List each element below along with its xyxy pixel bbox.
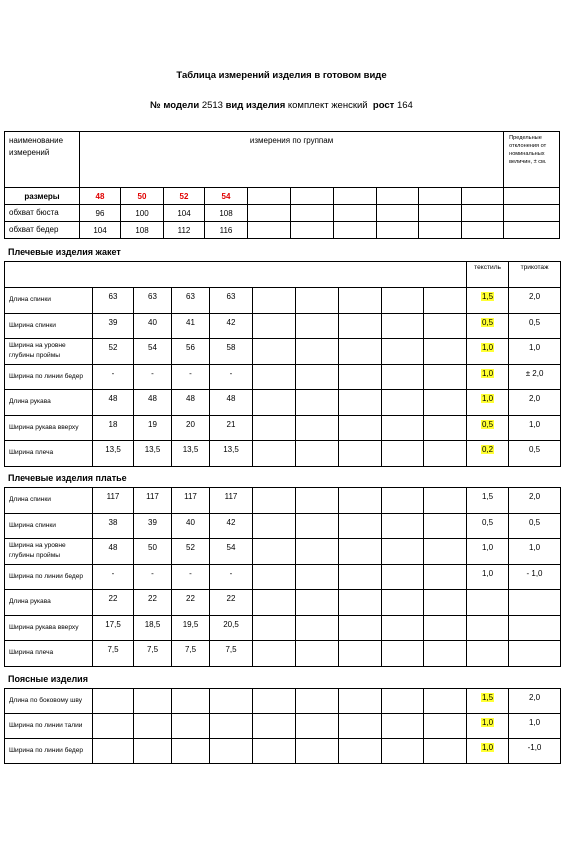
tolerance-textile-cell: [467, 313, 509, 339]
tolerance-knit-cell: -1,0: [509, 739, 561, 764]
empty-cell: [334, 205, 377, 222]
empty-cell: [253, 364, 296, 390]
empty-cell: [339, 313, 382, 339]
tolerance-knit-cell: 2,0: [509, 488, 561, 514]
table-row: [5, 488, 561, 514]
empty-cell: [339, 615, 382, 641]
tolerance-textile-cell: [467, 564, 509, 590]
tolerance-textile-cell: [467, 513, 509, 539]
size-cell: 52: [164, 188, 205, 205]
tolerance-textile-value: 1,5: [481, 492, 494, 501]
value-cell: 63: [134, 288, 172, 314]
value-cell: [93, 689, 134, 714]
row-label: Ширина по линии бедер: [5, 364, 93, 390]
value-cell: 20: [172, 415, 210, 441]
type-label: вид изделия: [225, 100, 286, 111]
empty-cell: [291, 222, 334, 239]
empty-cell: [382, 539, 424, 565]
tolerance-knit-cell: 0,5: [509, 313, 561, 339]
table-row: [5, 615, 561, 641]
value-cell: 7,5: [210, 641, 253, 667]
table-row: [5, 714, 561, 739]
size-cell: 54: [205, 188, 248, 205]
sizes-label: размеры: [5, 188, 80, 205]
empty-cell: [382, 288, 424, 314]
empty-cell: [424, 739, 467, 764]
value-cell: 40: [134, 313, 172, 339]
tolerance-knit-cell: 2,0: [509, 390, 561, 416]
tolerance-textile-header: текстиль: [467, 262, 509, 288]
empty-cell: [296, 539, 339, 565]
empty-cell: [462, 222, 504, 239]
empty-cell: [296, 390, 339, 416]
header-name-cell: [5, 132, 80, 188]
value-cell: 112: [164, 222, 205, 239]
empty-cell: [296, 313, 339, 339]
document-title: Таблица измерений изделия в готовом виде: [176, 70, 387, 81]
empty-cell: [504, 222, 560, 239]
tolerance-textile-value: 1,0: [482, 394, 494, 403]
empty-cell: [424, 615, 467, 641]
value-cell: 117: [93, 488, 134, 514]
header-groups-cell: [80, 132, 504, 188]
tolerance-textile-cell: [467, 441, 509, 467]
value-cell: -: [210, 564, 253, 590]
empty-cell: [296, 441, 339, 467]
empty-cell: [504, 188, 560, 205]
table-row: [5, 339, 561, 365]
value-cell: 22: [210, 590, 253, 616]
table-row: [5, 313, 561, 339]
empty-cell: [296, 739, 339, 764]
empty-cell: [296, 339, 339, 365]
empty-cell: [382, 441, 424, 467]
row-label: Ширина рукава вверху: [5, 615, 93, 641]
value-cell: 40: [172, 513, 210, 539]
value-cell: 117: [172, 488, 210, 514]
empty-cell: [253, 513, 296, 539]
empty-cell: [296, 488, 339, 514]
value-cell: 7,5: [134, 641, 172, 667]
table-row: [5, 739, 561, 764]
value-cell: -: [210, 364, 253, 390]
empty-cell: [419, 222, 462, 239]
tolerance-textile-cell: [467, 364, 509, 390]
empty-cell: [291, 205, 334, 222]
value-cell: [134, 714, 172, 739]
value-cell: 104: [164, 205, 205, 222]
value-cell: 21: [210, 415, 253, 441]
empty-cell: [382, 564, 424, 590]
table-row: [5, 564, 561, 590]
empty-cell: [382, 714, 424, 739]
product-type: комплект женский: [287, 100, 368, 111]
value-cell: 13,5: [210, 441, 253, 467]
empty-cell: [253, 689, 296, 714]
document-subtitle: [0, 100, 563, 111]
value-cell: 39: [93, 313, 134, 339]
value-cell: 48: [93, 390, 134, 416]
empty-cell: [339, 513, 382, 539]
value-cell: [210, 739, 253, 764]
tolerance-textile-cell: [467, 339, 509, 365]
tolerance-textile-cell: [467, 615, 509, 641]
value-cell: -: [172, 564, 210, 590]
row-label: Ширина рукава вверху: [5, 415, 93, 441]
empty-cell: [339, 364, 382, 390]
value-cell: -: [134, 364, 172, 390]
value-cell: 48: [172, 390, 210, 416]
row-label: обхват бедер: [5, 222, 80, 239]
empty-cell: [424, 488, 467, 514]
value-cell: 22: [93, 590, 134, 616]
empty-cell: [419, 188, 462, 205]
empty-cell: [424, 513, 467, 539]
empty-cell: [253, 313, 296, 339]
header-name-label: наименование измерений: [9, 136, 64, 157]
size-cell: 48: [80, 188, 121, 205]
empty-cell: [296, 288, 339, 314]
empty-cell: [339, 641, 382, 667]
value-cell: 58: [210, 339, 253, 365]
size-cell: 50: [121, 188, 164, 205]
waist-table: [4, 688, 561, 764]
empty-cell: [339, 488, 382, 514]
value-cell: 52: [93, 339, 134, 365]
tolerance-knit-cell: 0,5: [509, 441, 561, 467]
model-number: 2513: [201, 100, 223, 111]
empty-cell: [253, 488, 296, 514]
tolerance-textile-cell: [467, 739, 509, 764]
empty-cell: [5, 262, 467, 288]
tolerance-knit-cell: 2,0: [509, 689, 561, 714]
row-label: Ширина плеча: [5, 441, 93, 467]
empty-cell: [296, 364, 339, 390]
empty-cell: [424, 564, 467, 590]
empty-cell: [296, 615, 339, 641]
row-label: обхват бюста: [5, 205, 80, 222]
table-row: [5, 390, 561, 416]
value-cell: 19,5: [172, 615, 210, 641]
empty-cell: [248, 205, 291, 222]
empty-cell: [253, 615, 296, 641]
empty-cell: [296, 641, 339, 667]
value-cell: [172, 714, 210, 739]
empty-cell: [339, 539, 382, 565]
row-label: Ширина спинки: [5, 313, 93, 339]
value-cell: [210, 714, 253, 739]
empty-cell: [424, 441, 467, 467]
value-cell: 63: [93, 288, 134, 314]
empty-cell: [296, 714, 339, 739]
value-cell: 17,5: [93, 615, 134, 641]
value-cell: 63: [172, 288, 210, 314]
empty-cell: [382, 415, 424, 441]
table-row: [5, 513, 561, 539]
table-row: [5, 539, 561, 565]
row-label: Ширина по линии талии: [5, 714, 93, 739]
empty-cell: [291, 188, 334, 205]
value-cell: 7,5: [93, 641, 134, 667]
value-cell: [93, 739, 134, 764]
row-label: Ширина плеча: [5, 641, 93, 667]
empty-cell: [424, 689, 467, 714]
header-groups-label: измерения по группам: [249, 136, 334, 145]
tolerance-textile-cell: [467, 288, 509, 314]
value-cell: [134, 689, 172, 714]
empty-cell: [339, 441, 382, 467]
row-label: Ширина по линии бедер: [5, 564, 93, 590]
header-tolerance-label: Предельные отклонения от номинальных величин, ± см.: [509, 135, 547, 165]
value-cell: 13,5: [134, 441, 172, 467]
tolerance-knit-header: трикотаж: [509, 262, 561, 288]
table-row: [5, 205, 560, 222]
row-label: Длина спинки: [5, 488, 93, 514]
empty-cell: [296, 513, 339, 539]
table-row: [5, 288, 561, 314]
empty-cell: [253, 288, 296, 314]
jacket-table: [4, 261, 561, 467]
tolerance-textile-cell: [467, 641, 509, 667]
empty-cell: [382, 689, 424, 714]
value-cell: 7,5: [172, 641, 210, 667]
empty-cell: [424, 339, 467, 365]
table-row: [5, 364, 561, 390]
empty-cell: [382, 615, 424, 641]
row-label: Ширина на уровне глубины проймы: [5, 339, 93, 365]
empty-cell: [424, 415, 467, 441]
table-row: [5, 222, 560, 239]
value-cell: 20,5: [210, 615, 253, 641]
tolerance-textile-value: 1,5: [482, 292, 494, 301]
row-label: Длина по боковому шву: [5, 689, 93, 714]
value-cell: -: [172, 364, 210, 390]
tolerance-textile-value: 1,0: [482, 368, 494, 378]
empty-cell: [382, 488, 424, 514]
value-cell: 22: [134, 590, 172, 616]
value-cell: 117: [134, 488, 172, 514]
row-label: Длина спинки: [5, 288, 93, 314]
value-cell: 48: [93, 539, 134, 565]
value-cell: 108: [121, 222, 164, 239]
empty-cell: [424, 714, 467, 739]
value-cell: -: [93, 364, 134, 390]
empty-cell: [339, 739, 382, 764]
table-row: [5, 415, 561, 441]
sizes-row: [5, 188, 560, 205]
empty-cell: [339, 339, 382, 365]
value-cell: [172, 689, 210, 714]
empty-cell: [339, 689, 382, 714]
tolerance-textile-value: 1,0: [481, 718, 494, 727]
dress-table: [4, 487, 561, 667]
empty-cell: [296, 689, 339, 714]
tolerance-knit-cell: 1,0: [509, 539, 561, 565]
value-cell: [172, 739, 210, 764]
empty-cell: [462, 188, 504, 205]
value-cell: 54: [210, 539, 253, 565]
tolerance-textile-cell: [467, 689, 509, 714]
section-title-waist: Поясные изделия: [8, 674, 88, 684]
empty-cell: [382, 739, 424, 764]
value-cell: 39: [134, 513, 172, 539]
value-cell: 41: [172, 313, 210, 339]
empty-cell: [253, 539, 296, 565]
empty-cell: [339, 590, 382, 616]
row-label: Ширина на уровне глубины проймы: [5, 539, 93, 565]
value-cell: -: [134, 564, 172, 590]
empty-cell: [296, 564, 339, 590]
section-title-jacket: Плечевые изделия жакет: [8, 247, 121, 257]
empty-cell: [424, 590, 467, 616]
value-cell: 13,5: [172, 441, 210, 467]
empty-cell: [253, 714, 296, 739]
empty-cell: [424, 641, 467, 667]
tolerance-knit-cell: 2,0: [509, 288, 561, 314]
tolerance-textile-value: 0,5: [482, 419, 494, 429]
empty-cell: [462, 205, 504, 222]
empty-cell: [382, 339, 424, 365]
tolerance-textile-cell: [467, 539, 509, 565]
empty-cell: [339, 390, 382, 416]
tolerance-textile-value: 0,5: [482, 317, 494, 327]
empty-cell: [296, 590, 339, 616]
empty-cell: [248, 222, 291, 239]
empty-cell: [253, 739, 296, 764]
empty-cell: [382, 364, 424, 390]
value-cell: 63: [210, 288, 253, 314]
tolerance-knit-cell: - 1,0: [509, 564, 561, 590]
empty-cell: [382, 513, 424, 539]
empty-cell: [419, 205, 462, 222]
tolerance-knit-cell: [509, 590, 561, 616]
empty-cell: [248, 188, 291, 205]
empty-cell: [382, 390, 424, 416]
tolerance-textile-value: 0,2: [482, 445, 494, 454]
tolerance-knit-cell: 1,0: [509, 339, 561, 365]
value-cell: 42: [210, 313, 253, 339]
value-cell: 117: [210, 488, 253, 514]
value-cell: 104: [80, 222, 121, 239]
value-cell: 108: [205, 205, 248, 222]
empty-cell: [424, 288, 467, 314]
empty-cell: [253, 415, 296, 441]
value-cell: 18,5: [134, 615, 172, 641]
tolerance-textile-value: 1,5: [481, 693, 494, 702]
value-cell: 42: [210, 513, 253, 539]
empty-cell: [334, 222, 377, 239]
tolerance-header-row: [5, 262, 561, 288]
empty-cell: [382, 313, 424, 339]
header-table: [4, 131, 560, 239]
value-cell: 100: [121, 205, 164, 222]
value-cell: 22: [172, 590, 210, 616]
empty-cell: [382, 641, 424, 667]
empty-cell: [334, 188, 377, 205]
empty-cell: [253, 441, 296, 467]
value-cell: 50: [134, 539, 172, 565]
table-row: [5, 590, 561, 616]
value-cell: 96: [80, 205, 121, 222]
tolerance-textile-value: 1,0: [481, 568, 494, 578]
empty-cell: [339, 415, 382, 441]
tolerance-textile-cell: [467, 415, 509, 441]
empty-cell: [339, 564, 382, 590]
table-row: [5, 441, 561, 467]
empty-cell: [253, 564, 296, 590]
row-label: Длина рукава: [5, 590, 93, 616]
row-label: Ширина по линии бедер: [5, 739, 93, 764]
empty-cell: [253, 641, 296, 667]
tolerance-textile-value: 1,0: [482, 343, 494, 352]
model-label: № модели: [150, 100, 200, 111]
tolerance-textile-value: 1,0: [481, 743, 494, 752]
tolerance-knit-cell: 0,5: [509, 513, 561, 539]
value-cell: 19: [134, 415, 172, 441]
empty-cell: [377, 222, 419, 239]
value-cell: [93, 714, 134, 739]
row-label: Длина рукава: [5, 390, 93, 416]
value-cell: 38: [93, 513, 134, 539]
row-label: Ширина спинки: [5, 513, 93, 539]
value-cell: 116: [205, 222, 248, 239]
height-value: 164: [396, 100, 413, 111]
tolerance-textile-cell: [467, 590, 509, 616]
table-row: [5, 689, 561, 714]
tolerance-knit-cell: 1,0: [509, 714, 561, 739]
tolerance-textile-value: 0,5: [481, 517, 494, 527]
empty-cell: [253, 390, 296, 416]
table-row: [5, 641, 561, 667]
value-cell: [210, 689, 253, 714]
tolerance-textile-cell: [467, 714, 509, 739]
empty-cell: [424, 364, 467, 390]
value-cell: 48: [134, 390, 172, 416]
tolerance-textile-value: 1,0: [481, 543, 494, 552]
empty-cell: [296, 415, 339, 441]
empty-cell: [382, 590, 424, 616]
empty-cell: [424, 390, 467, 416]
value-cell: 52: [172, 539, 210, 565]
tolerance-knit-cell: ± 2,0: [509, 364, 561, 390]
value-cell: [134, 739, 172, 764]
value-cell: 13,5: [93, 441, 134, 467]
value-cell: 54: [134, 339, 172, 365]
empty-cell: [424, 539, 467, 565]
empty-cell: [377, 205, 419, 222]
section-title-dress: Плечевые изделия платье: [8, 473, 127, 483]
empty-cell: [253, 590, 296, 616]
tolerance-textile-cell: [467, 390, 509, 416]
value-cell: 56: [172, 339, 210, 365]
empty-cell: [377, 188, 419, 205]
tolerance-textile-cell: [467, 488, 509, 514]
tolerance-knit-cell: 1,0: [509, 415, 561, 441]
height-label: рост: [372, 100, 395, 111]
tolerance-knit-cell: [509, 641, 561, 667]
tolerance-knit-cell: [509, 615, 561, 641]
value-cell: -: [93, 564, 134, 590]
empty-cell: [339, 714, 382, 739]
empty-cell: [253, 339, 296, 365]
header-tolerance-cell: [504, 132, 560, 188]
empty-cell: [424, 313, 467, 339]
value-cell: 18: [93, 415, 134, 441]
empty-cell: [504, 205, 560, 222]
value-cell: 48: [210, 390, 253, 416]
empty-cell: [339, 288, 382, 314]
